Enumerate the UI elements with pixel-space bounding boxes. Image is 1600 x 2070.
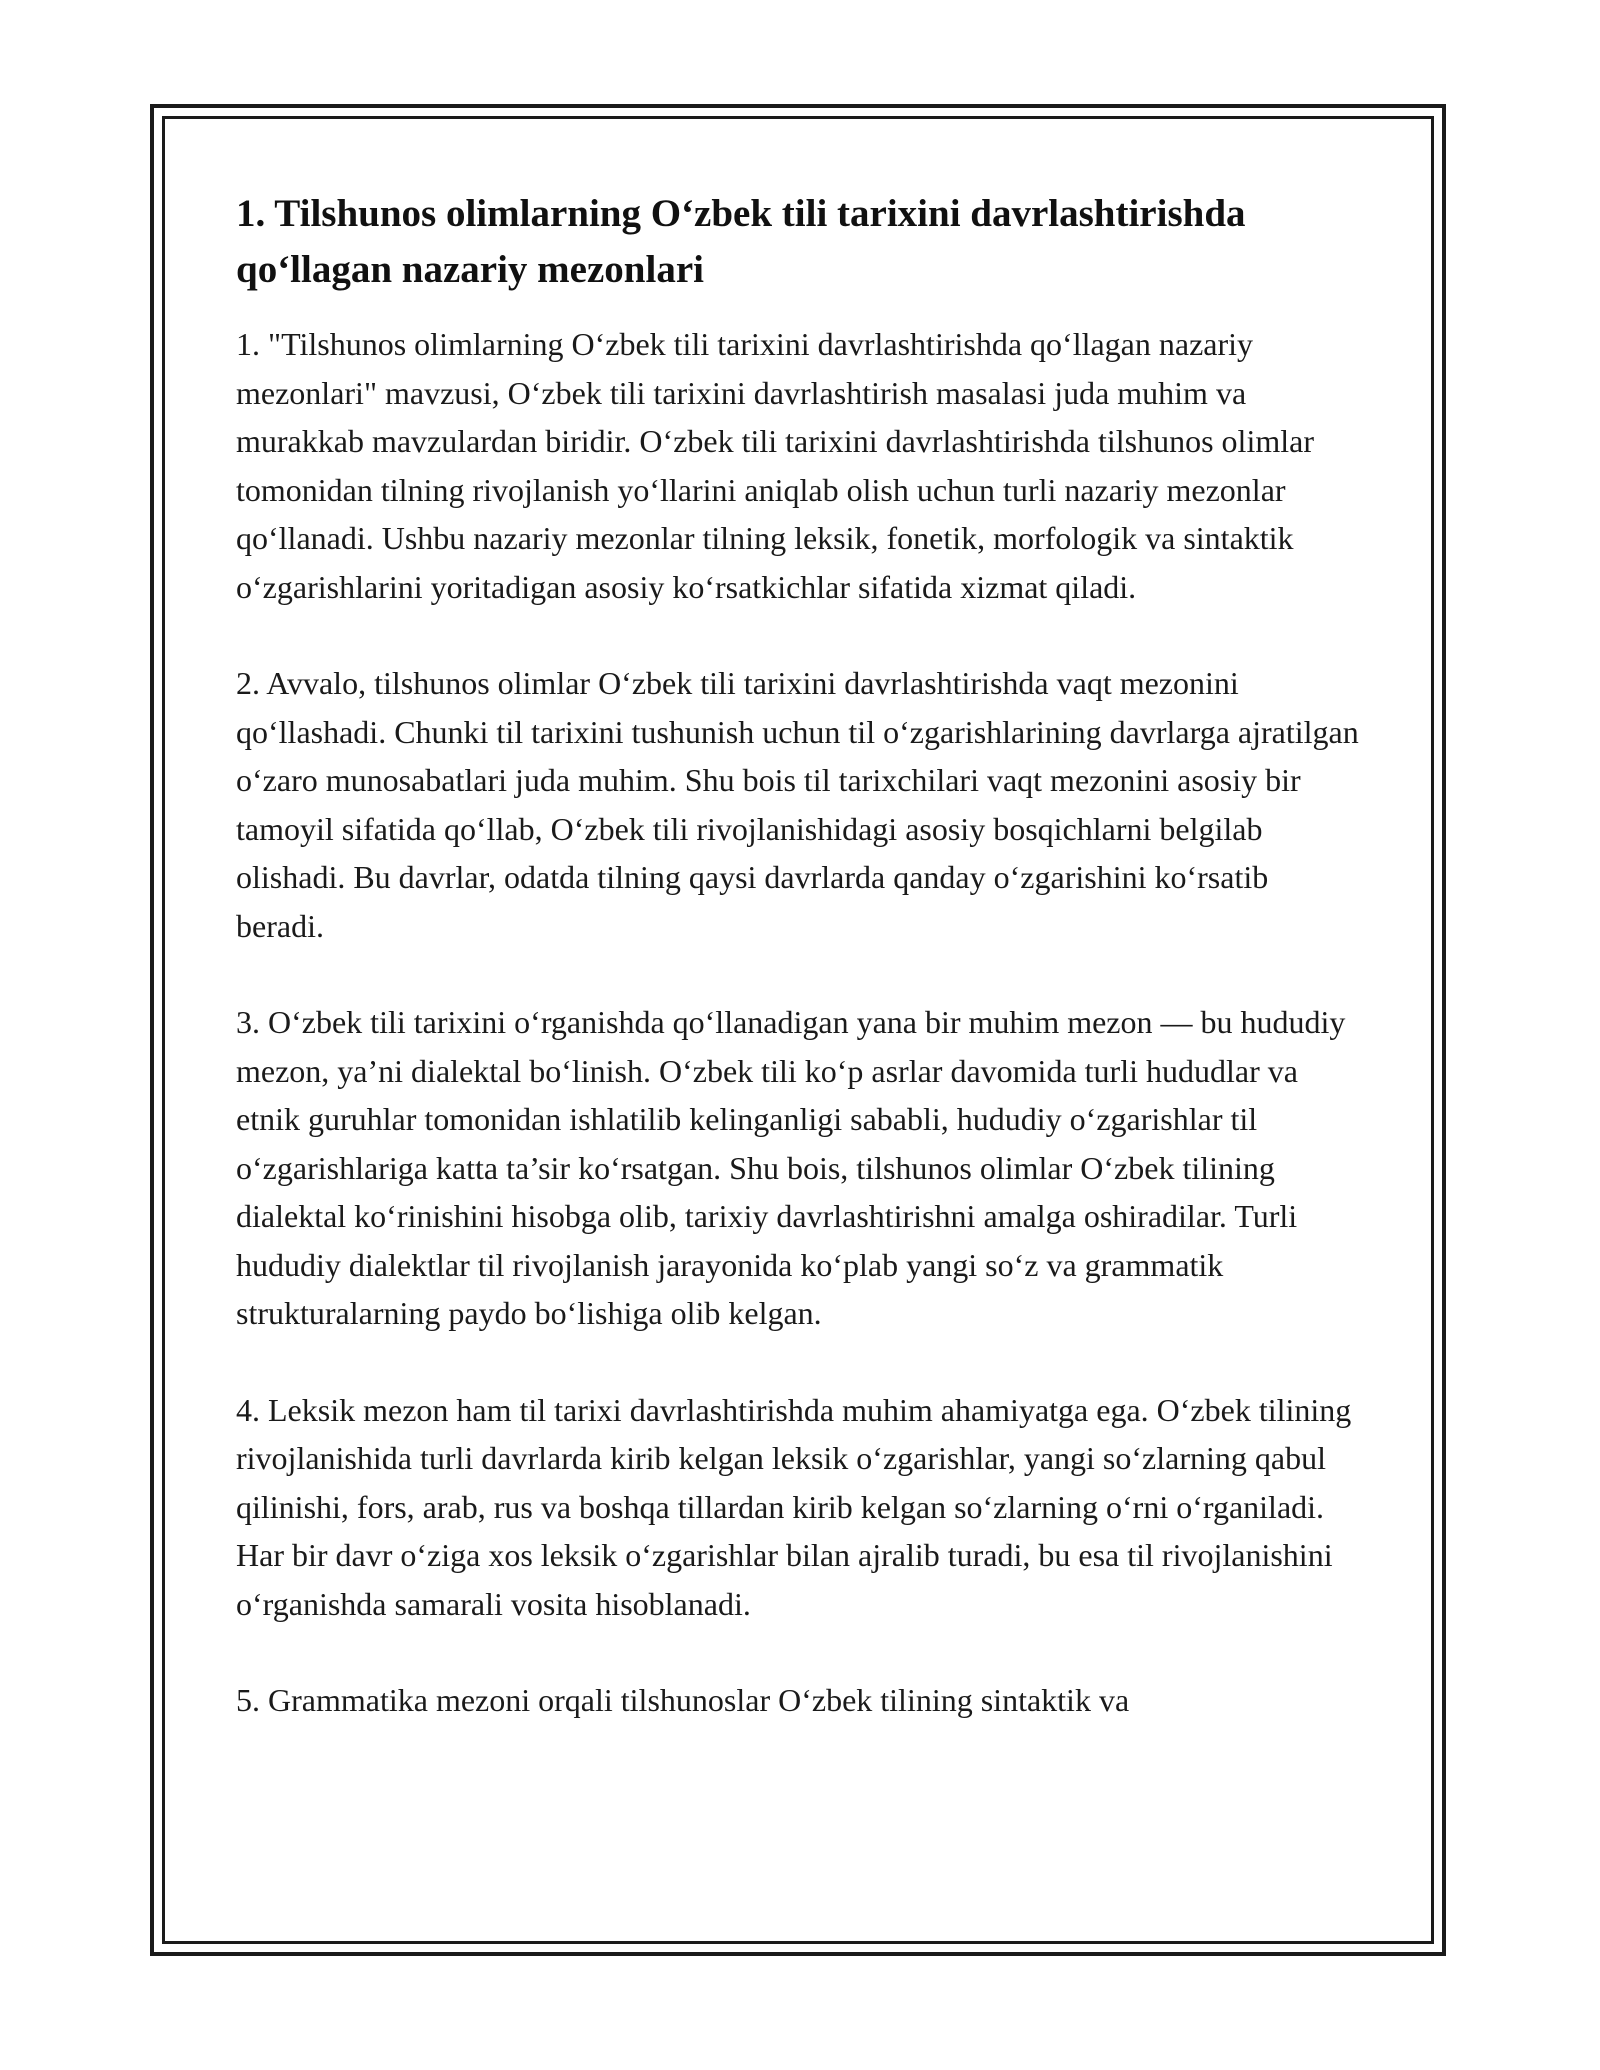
paragraph-3: 3. O‘zbek tili tarixini o‘rganishda qo‘llanadigan yana bir muhim mezon — bu hududiy mezon, ya’ni dialektal bo‘linish. O‘zbek tili ko‘p asrlar davomida turli hududlar va etnik guruhlar tomonidan ishlatilib kelinganligi sababli, hududiy o‘zgarishlar til o‘zgarishlariga katta ta’sir ko‘rsatgan. Shu bois, tilshunos olimlar O‘zbek tilining dialektal ko‘rinishini hisobga olib, tarixiy davrlashtirishni amalga oshiradilar. Turli hududiy dialektlar til rivojlanish jarayonida ko‘plab yangi so‘z va grammatik strukturalarning paydo bo‘lishiga olib kelgan. <box>236 1004 1346 1331</box>
paragraph-4: 4. Leksik mezon ham til tarixi davrlashtirishda muhim ahamiyatga ega. O‘zbek tilining rivojlanishida turli davrlarda kirib kelgan leksik o‘zgarishlar, yangi so‘zlarning qabul qilinishi, fors, arab, rus va boshqa tillardan kirib kelgan so‘zlarning o‘rni o‘rganiladi. Har bir davr o‘ziga xos leksik o‘zgarishlar bilan ajralib turadi, bu esa til rivojlanishini o‘rganishda samarali vosita hisoblanadi. <box>236 1391 1352 1622</box>
paragraph-5: 5. Grammatika mezoni orqali tilshunoslar O‘zbek tilining sintaktik va <box>236 1682 1130 1718</box>
document-title: 1. Tilshunos olimlarning O‘zbek tili tarixini davrlashtirishda qo‘llagan nazariy mezonlari <box>236 192 1246 291</box>
paragraph-1: 1. "Tilshunos olimlarning O‘zbek tili tarixini davrlashtirishda qo‘llagan nazariy mezonlari" mavzusi, O‘zbek tili tarixini davrlashtirish masalasi juda muhim va murakkab mavzulardan biridir. O‘zbek tili tarixini davrlashtirishda tilshunos olimlar tomonidan tilning rivojlanish yo‘llarini aniqlab olish uchun turli nazariy mezonlar qo‘llanadi. Ushbu nazariy mezonlar tilning leksik, fonetik, morfologik va sintaktik o‘zgarishlarini yoritadigan asosiy ko‘rsatkichlar sifatida xizmat qiladi. <box>236 326 1314 605</box>
document-body <box>236 186 1364 1773</box>
paragraph-2: 2. Avvalo, tilshunos olimlar O‘zbek tili tarixini davrlashtirishda vaqt mezonini qo‘llashadi. Chunki til tarixini tushunish uchun til o‘zgarishlarining davrlarga ajratilgan o‘zaro munosabatlari juda muhim. Shu bois til tarixchilari vaqt mezonini asosiy bir tamoyil sifatida qo‘llab, O‘zbek tili rivojlanishidagi asosiy bosqichlarni belgilab olishadi. Bu davrlar, odatda tilning qaysi davrlarda qanday o‘zgarishini ko‘rsatib beradi. <box>236 665 1359 944</box>
